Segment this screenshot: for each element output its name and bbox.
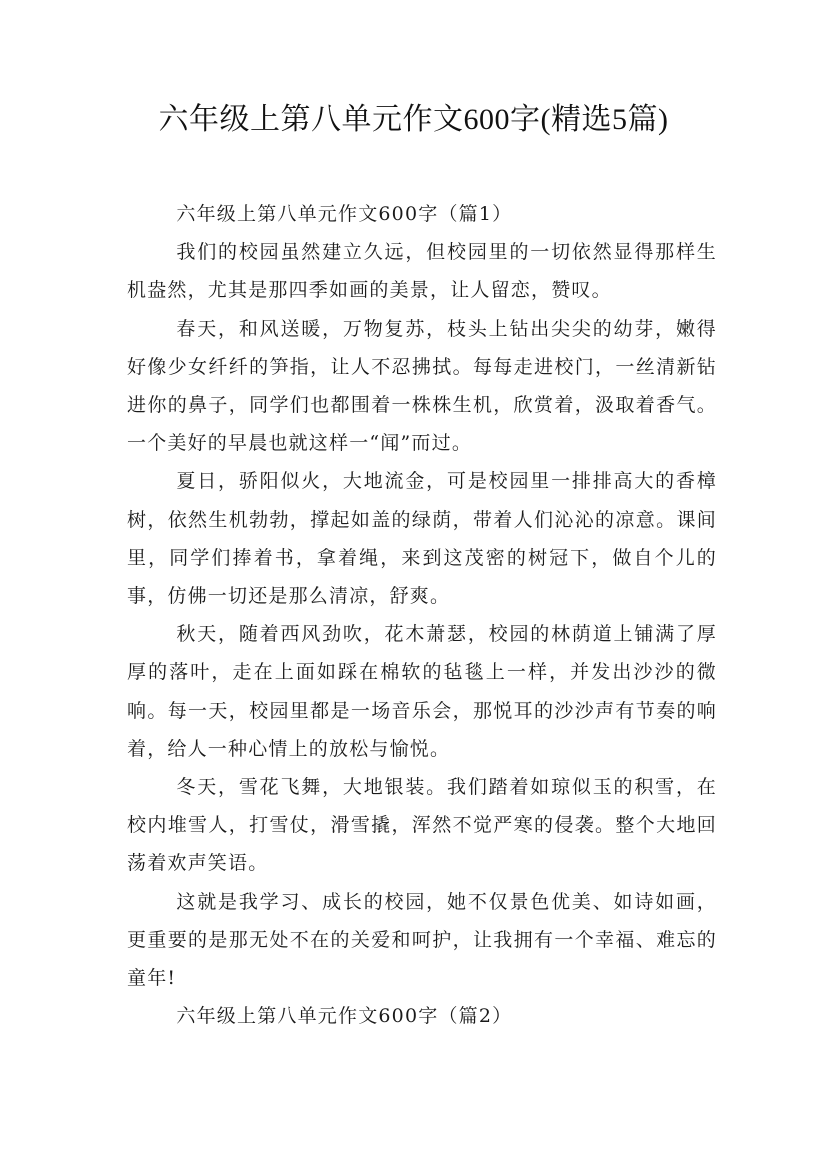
body-paragraph: 我们的校园虽然建立久远，但校园里的一切依然显得那样生机盎然，尤其是那四季如画的美景，让人留恋，赞叹。: [127, 241, 717, 302]
body-paragraph: 夏日，骄阳似火，大地流金，可是校园里一排排高大的香樟树，依然生机勃勃，撑起如盖的绿荫，带着人们沁沁的凉意。课间里，同学们捧着书，拿着绳，来到这茂密的树冠下，做自个儿的事，仿佛一切还是那么清凉，舒爽。: [127, 470, 717, 608]
section-heading-2: 六年级上第八单元作文600字（篇2）: [176, 1005, 513, 1028]
body-paragraph: 冬天，雪花飞舞，大地银装。我们踏着如琼似玉的积雪，在校内堆雪人，打雪仗，滑雪撬，浑然不觉严寒的侵袭。整个大地回荡着欢声笑语。: [127, 776, 717, 875]
document-title: 六年级上第八单元作文600字(精选5篇): [158, 103, 669, 136]
body-paragraph: 春天，和风送暖，万物复苏，枝头上钻出尖尖的幼芽，嫩得好像少女纤纤的笋指，让人不忍拂拭。每每走进校门，一丝清新钻进你的鼻子，同学们也都围着一株株生机，欣赏着，汲取着香气。一个美好的早晨也就这样一“闻”而过。: [127, 317, 717, 455]
section-heading-1: 六年级上第八单元作文600字（篇1）: [176, 203, 513, 225]
document-body: [127, 195, 717, 1035]
body-paragraph: 秋天，随着西风劲吹，花木萧瑟，校园的林荫道上铺满了厚厚的落叶，走在上面如踩在棉软的毡毯上一样，并发出沙沙的微响。每一天，校园里都是一场音乐会，那悦耳的沙沙声有节奏的响着，给人一种心情上的放松与愉悦。: [127, 623, 717, 760]
body-paragraph: 这就是我学习、成长的校园，她不仅景色优美、如诗如画，更重要的是那无处不在的关爱和呵护，让我拥有一个幸福、难忘的童年!: [127, 890, 717, 990]
